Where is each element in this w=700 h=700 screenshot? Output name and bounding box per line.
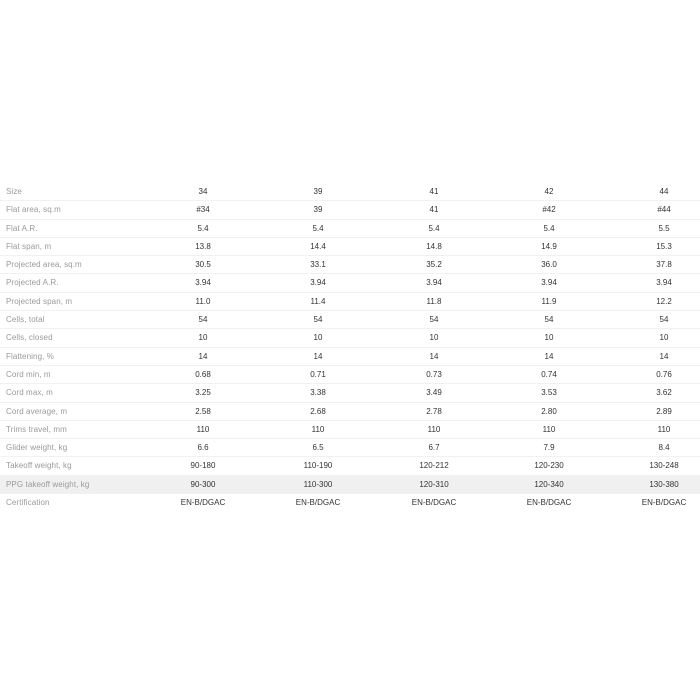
row-value: EN-B/DGAC bbox=[180, 498, 226, 508]
row-value: 0.76 bbox=[656, 369, 672, 379]
row-value: 5.4 bbox=[197, 223, 209, 233]
spec-row-projected-area bbox=[0, 256, 700, 274]
spec-row-flat-span bbox=[0, 238, 700, 256]
row-value: 3.53 bbox=[541, 388, 557, 398]
row-value: 6.5 bbox=[312, 443, 324, 453]
row-value: 11.8 bbox=[426, 296, 442, 306]
row-value: #44 bbox=[657, 205, 671, 215]
spec-row-flat-area bbox=[0, 201, 700, 219]
row-value: 110 bbox=[311, 424, 325, 434]
row-value: 11.4 bbox=[310, 296, 326, 306]
spec-row-flattening bbox=[0, 348, 700, 366]
row-value: 90-300 bbox=[190, 479, 216, 489]
row-value: 42 bbox=[544, 187, 554, 196]
row-value: 54 bbox=[544, 315, 554, 325]
spec-row-trims-travel bbox=[0, 421, 700, 439]
row-value: 0.73 bbox=[426, 369, 442, 379]
row-value: 3.49 bbox=[426, 388, 442, 398]
row-value: 14 bbox=[313, 351, 323, 361]
row-value: 5.4 bbox=[543, 223, 555, 233]
row-value: 5.5 bbox=[658, 223, 670, 233]
spec-row-projected-span bbox=[0, 293, 700, 311]
row-value: #34 bbox=[196, 205, 210, 215]
row-value: 10 bbox=[659, 333, 669, 343]
row-value: 3.25 bbox=[195, 388, 211, 398]
spec-row-cord-average bbox=[0, 403, 700, 421]
row-value: 11.9 bbox=[541, 296, 557, 306]
row-value: 34 bbox=[198, 187, 208, 196]
row-value: 15.3 bbox=[656, 241, 672, 251]
spec-row-cells-closed bbox=[0, 329, 700, 347]
row-label: Flattening, % bbox=[6, 351, 54, 361]
row-value: EN-B/DGAC bbox=[526, 498, 572, 508]
row-label: Trims travel, mm bbox=[6, 424, 67, 434]
row-label: Certification bbox=[6, 498, 50, 508]
row-value: 3.94 bbox=[310, 278, 326, 288]
row-value: 14 bbox=[544, 351, 554, 361]
spec-table bbox=[0, 183, 700, 512]
row-value: 130-248 bbox=[649, 461, 679, 471]
row-value: 5.4 bbox=[312, 223, 324, 233]
spec-row-flat-ar bbox=[0, 220, 700, 238]
row-value: 0.68 bbox=[195, 369, 211, 379]
row-value: EN-B/DGAC bbox=[411, 498, 457, 508]
row-value: 14.4 bbox=[310, 241, 326, 251]
row-value: 130-380 bbox=[649, 479, 679, 489]
spec-row-cells-total bbox=[0, 311, 700, 329]
row-value: 41 bbox=[429, 187, 439, 196]
row-value: 2.68 bbox=[310, 406, 326, 416]
row-label: Projected A.R. bbox=[6, 278, 59, 288]
row-value: 39 bbox=[313, 187, 323, 196]
row-label: Projected area, sq.m bbox=[6, 260, 82, 270]
spec-row-glider-weight bbox=[0, 439, 700, 457]
row-value: EN-B/DGAC bbox=[295, 498, 341, 508]
row-value: 110 bbox=[542, 424, 556, 434]
row-label: Cord max, m bbox=[6, 388, 53, 398]
row-value: 2.80 bbox=[541, 406, 557, 416]
row-value: #42 bbox=[542, 205, 556, 215]
row-value: 0.71 bbox=[310, 369, 326, 379]
row-value: 54 bbox=[429, 315, 439, 325]
row-value: 5.4 bbox=[428, 223, 440, 233]
spec-row-projected-ar bbox=[0, 274, 700, 292]
row-value: EN-B/DGAC bbox=[641, 498, 687, 508]
row-value: 10 bbox=[313, 333, 323, 343]
row-value: 110-300 bbox=[303, 479, 333, 489]
row-value: 3.94 bbox=[656, 278, 672, 288]
row-value: 120-340 bbox=[534, 479, 564, 489]
row-value: 14 bbox=[198, 351, 208, 361]
row-value: 14.9 bbox=[541, 241, 557, 251]
row-label: Cells, closed bbox=[6, 333, 53, 343]
row-value: 7.9 bbox=[543, 443, 555, 453]
row-value: 35.2 bbox=[426, 260, 442, 270]
row-label: Projected span, m bbox=[6, 296, 73, 306]
row-label: Flat A.R. bbox=[6, 223, 38, 233]
row-value: 30.5 bbox=[195, 260, 211, 270]
row-value: 3.94 bbox=[426, 278, 442, 288]
row-value: 2.58 bbox=[195, 406, 211, 416]
row-value: 54 bbox=[659, 315, 669, 325]
row-label: Flat area, sq.m bbox=[6, 205, 61, 215]
row-value: 54 bbox=[313, 315, 323, 325]
row-value: 10 bbox=[544, 333, 554, 343]
row-value: 13.8 bbox=[195, 241, 211, 251]
row-value: 110 bbox=[196, 424, 210, 434]
row-value: 110 bbox=[427, 424, 441, 434]
row-value: 0.74 bbox=[541, 369, 557, 379]
row-value: 10 bbox=[429, 333, 439, 343]
spec-row-cord-min bbox=[0, 366, 700, 384]
row-value: 37.8 bbox=[656, 260, 672, 270]
row-value: 41 bbox=[429, 205, 439, 215]
row-value: 39 bbox=[313, 205, 323, 215]
row-value: 11.0 bbox=[195, 296, 211, 306]
row-label: PPG takeoff weight, kg bbox=[6, 479, 90, 489]
spec-row-ppg-takeoff-weight bbox=[0, 476, 700, 494]
row-value: 33.1 bbox=[310, 260, 326, 270]
row-value: 3.38 bbox=[310, 388, 326, 398]
row-value: 36.0 bbox=[541, 260, 557, 270]
row-value: 110 bbox=[657, 424, 671, 434]
row-value: 90-180 bbox=[190, 461, 216, 471]
row-value: 8.4 bbox=[658, 443, 670, 453]
row-value: 120-212 bbox=[419, 461, 449, 471]
row-value: 3.94 bbox=[195, 278, 211, 288]
row-label: Cord average, m bbox=[6, 406, 68, 416]
row-value: 6.7 bbox=[428, 443, 440, 453]
row-value: 3.94 bbox=[541, 278, 557, 288]
row-label: Takeoff weight, kg bbox=[6, 461, 72, 471]
row-value: 110-190 bbox=[303, 461, 333, 471]
row-label: Size bbox=[6, 187, 22, 196]
row-value: 120-310 bbox=[419, 479, 449, 489]
spec-row-takeoff-weight bbox=[0, 457, 700, 475]
row-label: Flat span, m bbox=[6, 241, 52, 251]
row-value: 12.2 bbox=[656, 296, 672, 306]
row-value: 2.78 bbox=[426, 406, 442, 416]
row-value: 6.6 bbox=[197, 443, 209, 453]
row-label: Cord min, m bbox=[6, 369, 51, 379]
row-value: 54 bbox=[198, 315, 208, 325]
row-value: 44 bbox=[659, 187, 669, 196]
spec-row-certification bbox=[0, 494, 700, 512]
row-value: 120-230 bbox=[534, 461, 564, 471]
row-value: 14 bbox=[659, 351, 669, 361]
row-value: 14 bbox=[429, 351, 439, 361]
row-value: 3.62 bbox=[656, 388, 672, 398]
row-value: 10 bbox=[198, 333, 208, 343]
row-label: Cells, total bbox=[6, 315, 45, 325]
row-value: 2.89 bbox=[656, 406, 672, 416]
spec-row-cord-max bbox=[0, 384, 700, 402]
row-label: Glider weight, kg bbox=[6, 443, 68, 453]
row-value: 14.8 bbox=[426, 241, 442, 251]
spec-row-size bbox=[0, 183, 700, 201]
